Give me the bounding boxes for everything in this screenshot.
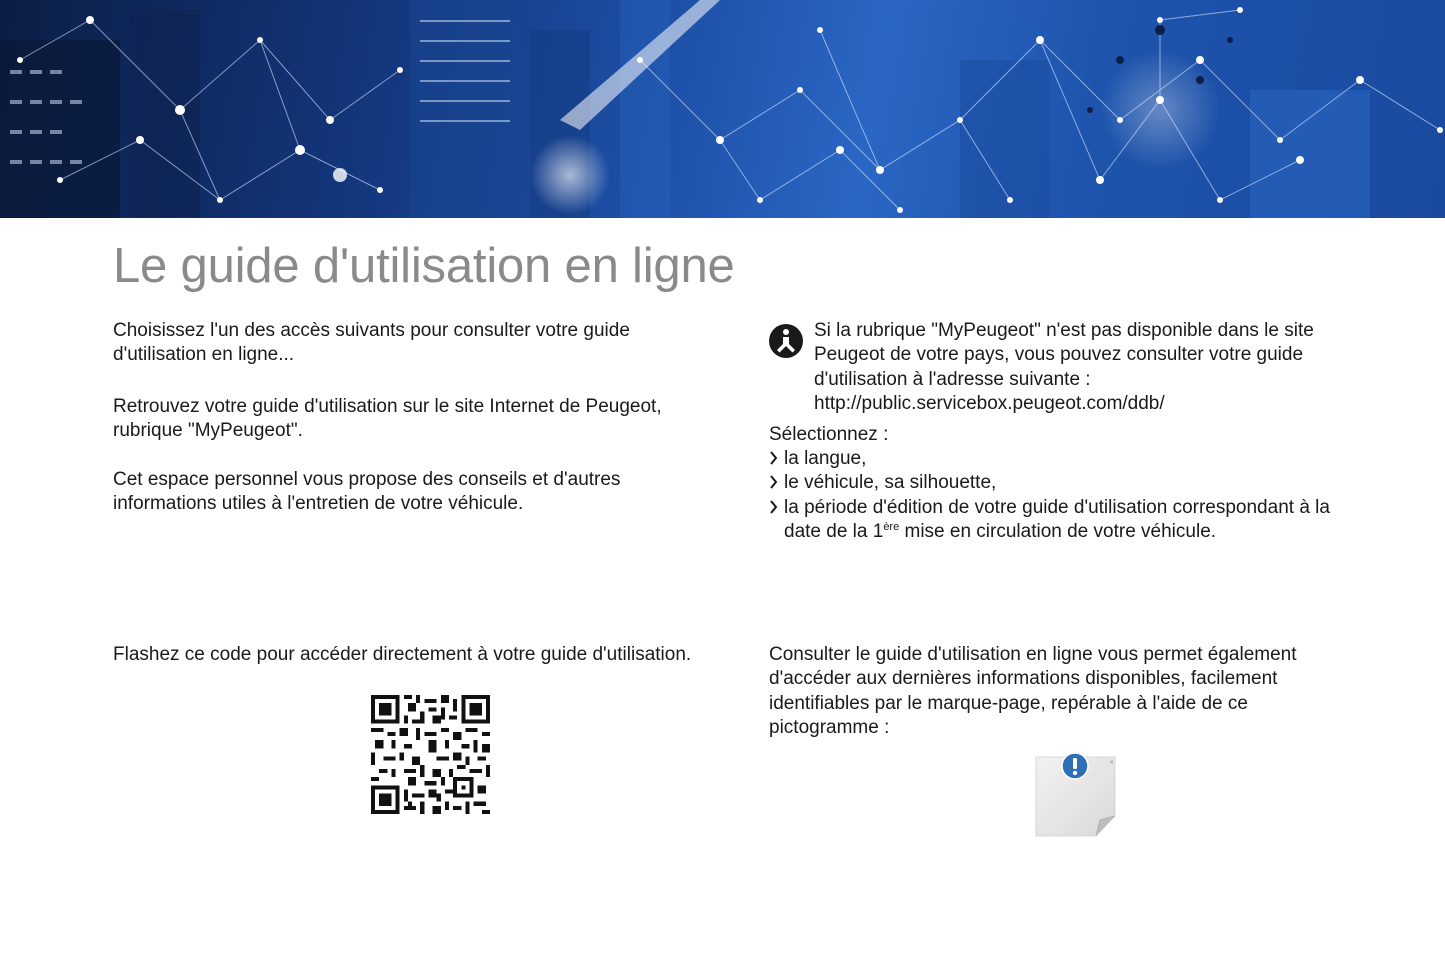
intro-text: Choisissez l'un des accès suivants pour consulter votre guide d'utilisation en ligne... bbox=[113, 320, 630, 366]
network-skyline-illustration bbox=[0, 0, 1445, 218]
select-label: Sélectionnez : bbox=[769, 424, 889, 445]
unavailable-note-text bbox=[814, 319, 1359, 416]
chevron-right-icon bbox=[769, 500, 778, 514]
bookmark-icon bbox=[1030, 750, 1122, 842]
consult-online-text: Consulter le guide d'utilisation en ligne vous permet également d'accéder aux dernières informations disponibles, facilement identifiables par le marque-page, repérable à l'aide de ce pictogramme : bbox=[769, 644, 1297, 738]
unavailable-note: Si la rubrique "MyPeugeot" n'est pas disponible dans le site Peugeot de votre pays, vous pouvez consulter votre guide d'utilisation à l'adresse suivante : bbox=[814, 320, 1314, 390]
ordinal-superscript: ère bbox=[883, 520, 900, 533]
header-banner bbox=[0, 0, 1445, 218]
list-item bbox=[769, 447, 1369, 471]
selection-list bbox=[769, 447, 1369, 544]
info-icon bbox=[768, 323, 804, 359]
list-item bbox=[769, 471, 1369, 495]
servicebox-url[interactable]: http://public.servicebox.peugeot.com/ddb/ bbox=[814, 392, 1165, 414]
page-title: Le guide d'utilisation en ligne bbox=[113, 239, 735, 293]
bullet-language: la langue, bbox=[784, 448, 867, 469]
bullet-period: la période d'édition de votre guide d'utilisation correspondant à la date de la 1 bbox=[784, 496, 1330, 542]
website-text: Retrouvez votre guide d'utilisation sur le site Internet de Peugeot, rubrique "MyPeugeot". bbox=[113, 396, 662, 442]
list-item bbox=[769, 496, 1369, 545]
bullet-period-tail: mise en circulation de votre véhicule. bbox=[899, 520, 1217, 542]
qr-code-icon[interactable] bbox=[371, 695, 490, 814]
personal-space-text: Cet espace personnel vous propose des conseils et d'autres informations utiles à l'entretien de votre véhicule. bbox=[113, 469, 621, 515]
chevron-right-icon bbox=[769, 451, 778, 465]
svg-text:×: × bbox=[1110, 760, 1114, 766]
flash-code-text: Flashez ce code pour accéder directement à votre guide d'utilisation. bbox=[113, 644, 692, 665]
bullet-vehicle: le véhicule, sa silhouette, bbox=[784, 472, 997, 494]
chevron-right-icon bbox=[769, 475, 778, 489]
